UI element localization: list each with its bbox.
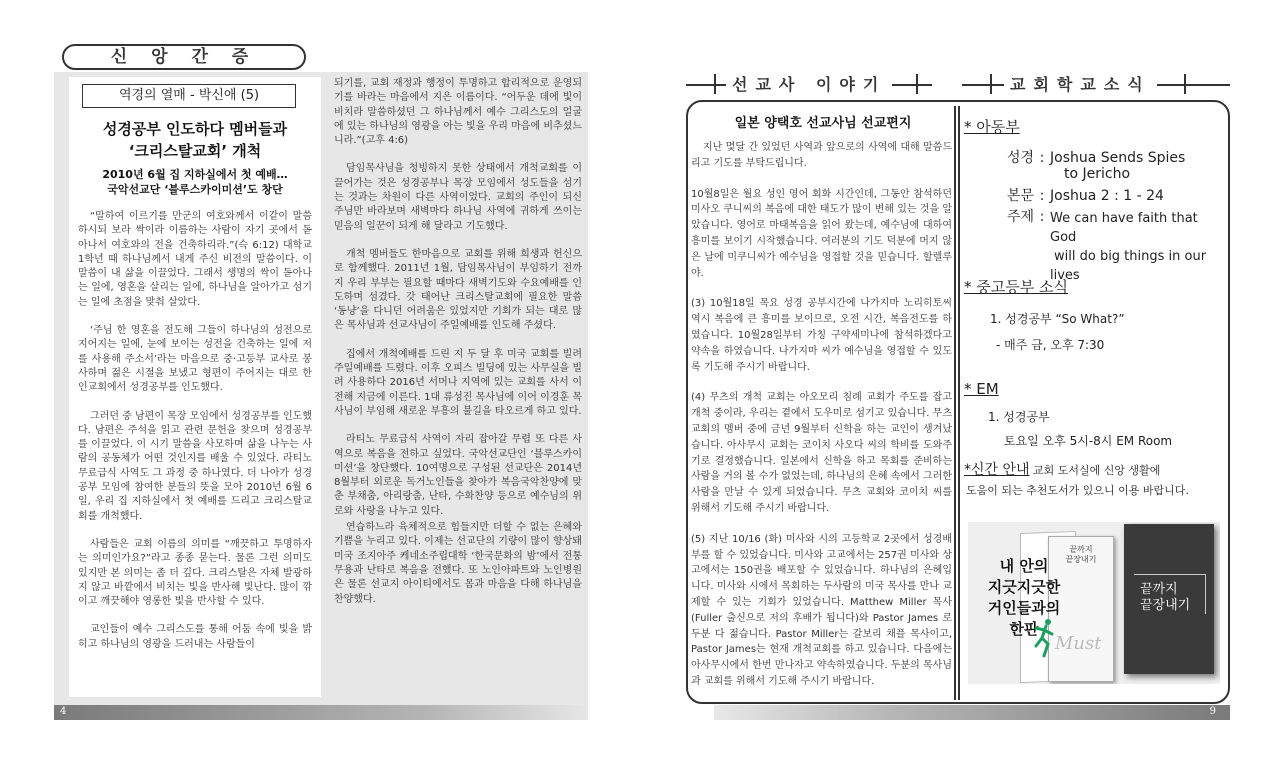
book-heading: *신간 안내	[964, 462, 1030, 478]
header-tick	[990, 74, 992, 94]
book-line-1: 교회 도서실에 신앙 생활에	[1029, 464, 1161, 477]
paragraph: 연습하느라 육체적으로 힘들지만 더할 수 없는 은혜와 기쁨을 누리고 있다. 이제는 선교단의 기량이 많이 향상돼 미국 조지아주 케네소주립대학 ‘한국문화의 밤’에서 전통무용과 난타로 복음을 전했다. 또 노인아파트와 노인병원은 물론 선교지 아이티에서도 몸과 마음을 다해 하나님을 찬양했다.	[334, 522, 582, 605]
page-number-right: 9	[1209, 706, 1216, 717]
header-tick	[1184, 74, 1186, 94]
em-item: 토요일 오후 5시-8시 EM Room	[1004, 434, 1173, 448]
kids-row-theme: 주제 : We can have faith that God will do big things in our lives	[986, 209, 1226, 285]
paragraph: “말하여 이르기를 만군의 여호와께서 이같이 말씀하시되 보라 싹이라 이름하는 사람이 자기 곳에서 돋아나서 여호와의 전을 건축하리라.”(슥 6:12) 대학교 1학년 때 하나님께서 내게 주신 비전의 말씀이다. 이 말씀이 내 삶을 이끌었다. 그래서 생명의 싹이 돋아나는 일에, 영혼을 살리는 일에, 하나님을 알아가고 섬기는 일에 초점을 맞춰 살았다.	[78, 211, 312, 308]
kids-row-text: 본문 : Joshua 2 : 1 - 24	[986, 188, 1226, 204]
em-item: 1. 성경공부	[988, 410, 1050, 424]
value: Joshua 2 : 1 - 24	[1050, 188, 1164, 204]
headline-line-1: 성경공부 인도하다 멤버들과	[102, 120, 288, 138]
youth-heading: * 중고등부 소식	[964, 278, 1068, 296]
subheadline	[69, 167, 321, 197]
kids-row-bible: 성경 : Joshua Sends Spies to Jericho	[986, 150, 1226, 182]
column-divider	[958, 106, 960, 700]
series-title-box: 역경의 열매 - 박신애 (5)	[82, 84, 296, 108]
paragraph: 10월8일은 월요 성인 영어 회화 시간인데, 그동안 참석하던 미사오 쿠니씨의 복음에 대한 태도가 많이 변해 있는 것을 알았습니다. 영어로 마태복음을 읽어 왔는데, 예수님에 대하여 흥미를 보이기 시작했습니다. 여러분의 기도 덕분에 머지 않은 날에 미쿠니씨가 예수님을 영접할 것을 믿습니다. 할렐루야.	[691, 188, 952, 279]
youth-item: - 매주 금, 오후 7:30	[996, 338, 1105, 352]
column-divider	[954, 106, 956, 700]
youth-item: 1. 성경공부 “So What?”	[990, 312, 1125, 326]
headline-line-2: ‘크리스탈교회’ 개척	[128, 142, 262, 160]
paragraph: 그러던 중 남편이 목장 모임에서 성경공부를 인도했다. 남편은 주석을 읽고 관련 문헌을 찾으며 성경공부를 이끌었다. 이 시기 말씀을 사모하며 삶을 나누는 사람의 공동체가 어떤 것인지를 배울 수 있었다. 라티노 무료급식 사역도 그 과정 중 하나였다. 더 나아가 성경공부 모임에 참여한 분들의 뜻을 모아 2010년 6월 6일, 우리 집 지하실에서 첫 예배를 드리고 크리스탈교회를 개척했다.	[78, 410, 312, 522]
paragraph: 담임목사님을 청빙하지 못한 상태에서 개척교회를 이끌어가는 것은 성경공부나 목장 모임에서 성도들을 섬기는 것과는 차원이 다른 사역이었다. 교회의 주인이 되신 주님만 바라보며 새벽마다 하나님 사역에 귀하게 쓰이는 믿음의 일꾼이 되게 해 달라고 기도했다.	[334, 163, 582, 232]
paragraph: 개척 멤버들도 한마음으로 교회를 위해 희생과 헌신으로 함께했다. 2011년 1월, 담임목사님이 부임하기 전까지 우리 부부는 필요할 때마다 새벽기도와 수요예배를 인도하며 섬겼다. 갓 태어난 크리스탈교회에 필요한 말씀 ‘동냥’을 다니던 어려움은 있었지만 기회가 되는 대로 많은 목사님과 선교사님이 주일예배를 인도해 주셨다.	[334, 248, 582, 332]
book-notice	[964, 459, 1160, 479]
paragraph: 라티노 무료급식 사역이 자리 잡아갈 무렵 또 다른 사역으로 복음을 전하고 싶었다. 국악선교단인 ‘블루스카이미션’을 창단했다. 10여명으로 구성된 선교단은 2014년 8월부터 외로운 독거노인들을 찾아가 복음국악찬양에 맞춘 부채춤, 아리랑춤, 난타, 수화찬양 등으로 예수님의 위로와 사랑을 나누고 있다.	[334, 434, 582, 517]
paragraph: 사람들은 교회 이름의 의미를 “깨끗하고 투명하자는 의미인가요?”라고 종종 묻는다. 물론 그런 의미도 있지만 본 의미는 좀 더 깊다. 크리스탈은 자체 발광하지 않고 바깥에서 비치는 빛을 반사해 빛난다. 많이 깎이고 깨끗해야 영롱한 빛을 반사할 수 있다.	[78, 538, 312, 608]
headline	[69, 118, 321, 162]
book-cover-title: 내 안의 지긋지긋한 거인들과의 한판	[987, 557, 1061, 638]
page-number-left: 4	[60, 706, 67, 717]
em-heading: * EM	[964, 380, 999, 398]
church-school-section-header: 교회학교소식	[1004, 72, 1157, 95]
value: Joshua Sends Spies to Jericho	[1050, 150, 1186, 182]
label: 본문	[1006, 188, 1034, 204]
book-front-dark	[1124, 524, 1214, 674]
book-spine-text: Must	[1055, 633, 1102, 654]
left-column-2	[334, 77, 582, 621]
kids-table	[986, 150, 1226, 285]
running-figure-icon	[1032, 618, 1058, 658]
paragraph: (3) 10월18일 목요 성경 공부시간에 나가지마 노리히토씨 역시 복음에 큰 흥미를 보이므로, 오전 시간, 복음전도를 하였습니다. 10월28일부터 가칭 구약세미나에 참석하겠다고 약속을 하였습니다. 나가지마 씨가 예수님을 영접할 수 있도록 기도해 주시기 바랍니다.	[691, 298, 952, 373]
missionary-section-header: 선교사 이야기	[726, 72, 892, 95]
header-tick	[916, 74, 918, 94]
book-line-2: 도움이 되는 추천도서가 있으니 이용 바랍니다.	[966, 484, 1189, 497]
paragraph: 되기를, 교회 재정과 행정이 투명하고 합리적으로 운영되기를 바라는 마음에서 지은 이름이다. “어두운 데에 빛이 비치라 말씀하셨던 그 하나님께서 예수 그리스도의 얼굴에 있는 하나님의 영광을 아는 빛을 우리 마음에 비추셨느니라.”(고후 4:6)	[334, 78, 582, 147]
paragraph: (5) 지난 10/16 (화) 미사와 시의 고등학교 2곳에서 성경배부를 할 수 있었습니다. 미사와 고교에서는 257권 미사와 상고에서는 150권을 배포할 수 있었습니다. 하나님의 은혜입니다. 미사와 시에서 목회하는 두사람의 미국 목사를 만나 교제할 수 있는 기회가 있었습니다. Matthew Miller 목사 (Fuller 출신으로 저의 후배가 됩니다)와 Pastor James 로 두분 다 젊습니다. Pastor Miller는 갈보리 채플 목사이고, Pastor James는 현재 개척교회를 하고 있습니다. 다음에는 아사무시에서 한번 만나자고 약속하였습니다. 두분의 목사님과 교회를 위해서 기도해 주시기 바랍니다.	[691, 533, 952, 687]
kids-heading: * 아동부	[964, 118, 1020, 136]
paragraph: 지난 몇달 간 있었던 사역과 앞으로의 사역에 대해 말씀드리고 기도를 부탁드립니다.	[691, 142, 952, 169]
subheadline-line-1: 2010년 6월 집 지하실에서 첫 예배…	[102, 168, 288, 181]
subheadline-line-2: 국악선교단 ‘블루스카이미션’도 창단	[107, 183, 283, 196]
letter-body	[691, 140, 952, 690]
left-footer-bar	[54, 705, 588, 720]
section-title-pill: 신 앙 간 증	[62, 44, 306, 70]
book-title-large: 끝까지 끝장내기	[1140, 582, 1191, 613]
header-tick	[714, 74, 716, 94]
column-1-body	[78, 210, 312, 652]
paragraph: ‘주님 한 영혼을 전도해 그들이 하나님의 성전으로 지어지는 일에, 눈에 보이는 성전을 건축하는 일에 저를 사용해 주소서’라는 마음으로 중·고등부 교사로 봉사하며 젊은 시절을 보냈고 형편이 주어지는 대로 한인교회에서 성경공부를 인도했다.	[78, 325, 312, 394]
book-cover-image	[968, 522, 1220, 684]
paragraph: 교인들이 예수 그리스도를 통해 어둠 속에 빛을 밝히고 하나님의 영광을 드러내는 사람들이	[78, 624, 312, 650]
value: We can have faith that God will do big things in our lives	[1050, 211, 1207, 283]
right-panel	[686, 100, 1230, 704]
label: 성경	[1006, 150, 1034, 166]
book-title-small: 끝까지 끝장내기	[1065, 545, 1097, 564]
paragraph: 집에서 개척예배를 드린 지 두 달 후 미국 교회를 빌려 주일예배를 드렸다. 이후 오피스 빌딩에 있는 사무실을 빌려 사용하다 2016년 서머나 지역에 있는 교회를 사서 이전해 지금에 이른다. 1대 류성진 목사님에 이어 이경훈 목사님이 부임해 새로운 부흥의 불길을 타오르게 하고 있다.	[334, 348, 582, 417]
letter-title: 일본 양택호 선교사님 선교편지	[734, 116, 912, 131]
right-footer-bar	[714, 705, 1230, 720]
paragraph: (4) 무츠의 개척 교회는 아오모리 침례 교회가 주도를 잡고 개척 중이라, 우리는 곁에서 도우미로 섬기고 있습니다. 무츠 교회의 멤버 중에 금년 9월부터 신학을 하는 교인이 생겨났습니다. 아사무시 교회는 코이치 사오다 씨의 학비를 도와주기로 결정했습니다. 일본에서 신학을 하고 목회를 준비하는 사람을 거의 볼 수가 없었는데, 하나님의 은혜 속에서 그러한 사람을 만날 수 있게 되었습니다. 무츠 교회와 코이치 씨를 위해서 기도해 주시기 바랍니다.	[691, 392, 952, 514]
label: 주제	[1006, 209, 1034, 225]
left-column-1	[69, 77, 321, 697]
